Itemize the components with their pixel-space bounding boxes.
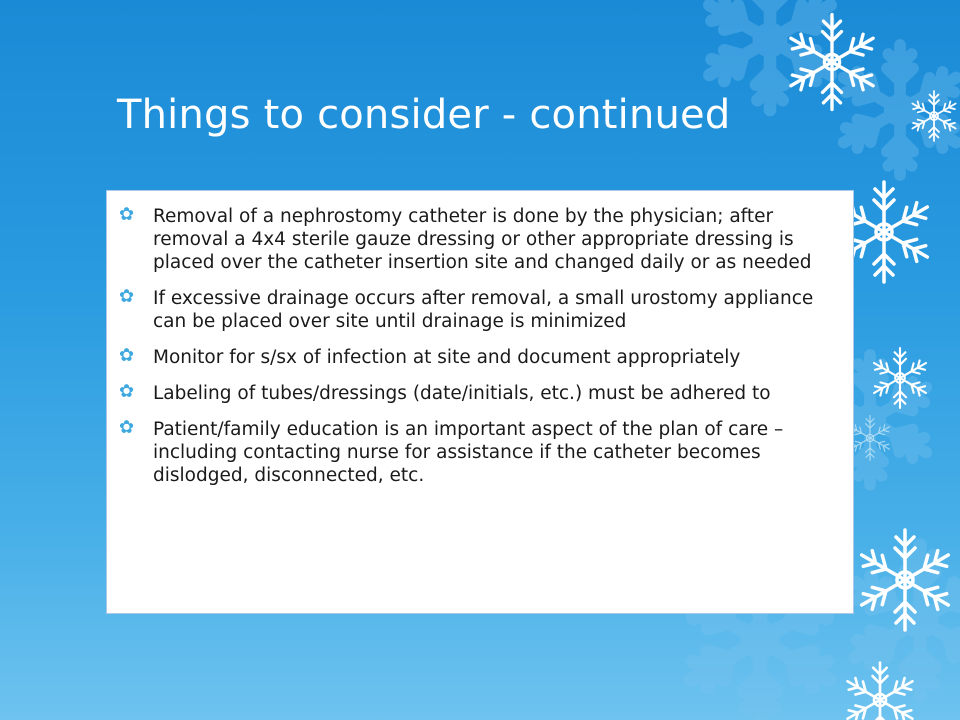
flower-bullet-icon: ✿ xyxy=(119,204,135,225)
list-item xyxy=(107,382,837,405)
flower-bullet-icon: ✿ xyxy=(119,417,135,438)
list-item xyxy=(107,418,837,487)
flower-bullet-icon: ✿ xyxy=(119,381,135,402)
bullet-text: If excessive drainage occurs after removal, a small urostomy appliance can be placed over site until drainage is minimized xyxy=(153,288,814,332)
bullet-text: Removal of a nephrostomy catheter is done by the physician; after removal a 4x4 sterile gauze dressing or other appropriate dressing is placed over the catheter insertion site and changed daily or as needed xyxy=(153,206,812,273)
bullet-text: Labeling of tubes/dressings (date/initials, etc.) must be adhered to xyxy=(153,383,771,404)
slide-title: Things to consider - continued xyxy=(117,92,731,138)
list-item xyxy=(107,205,837,274)
content-box xyxy=(106,190,854,614)
list-item xyxy=(107,287,837,333)
bullet-list xyxy=(107,191,853,487)
bullet-text: Monitor for s/sx of infection at site and document appropriately xyxy=(153,347,741,368)
flower-bullet-icon: ✿ xyxy=(119,345,135,366)
flower-bullet-icon: ✿ xyxy=(119,286,135,307)
bullet-text: Patient/family education is an important aspect of the plan of care – including contacting nurse for assistance if the catheter becomes dislodged, disconnected, etc. xyxy=(153,419,784,486)
list-item xyxy=(107,346,837,369)
